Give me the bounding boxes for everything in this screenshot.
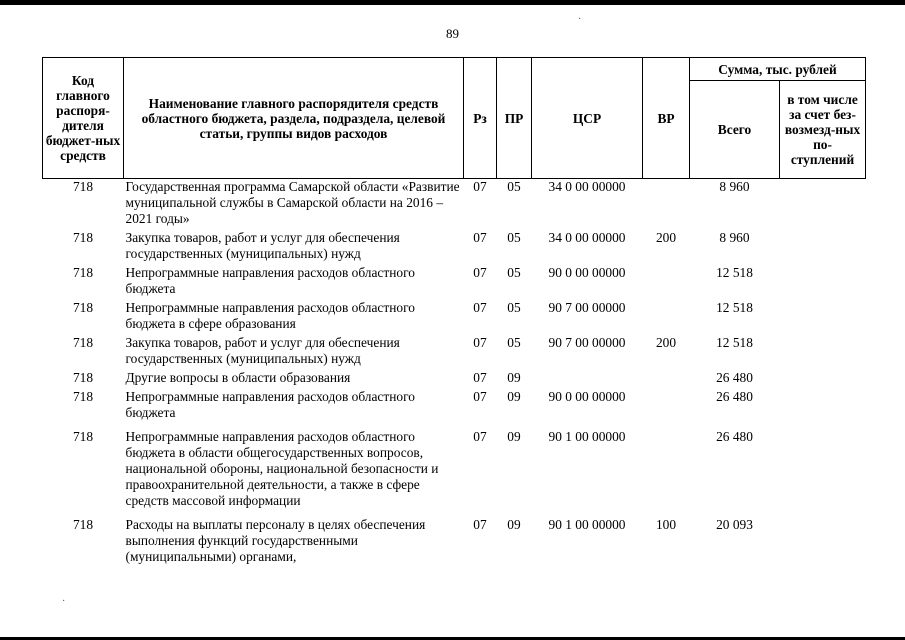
cell-vr <box>643 429 690 517</box>
header-vr: ВР <box>643 58 690 179</box>
cell-rz: 07 <box>473 300 487 315</box>
cell-incl <box>780 370 866 389</box>
header-total: Всего <box>690 81 780 179</box>
cell-rz: 07 <box>473 517 487 532</box>
cell-code: 718 <box>72 370 94 385</box>
cell-csr <box>532 370 643 389</box>
cell-pr: 09 <box>507 370 521 385</box>
cell-total: 12 518 <box>716 265 753 280</box>
cell-incl <box>780 265 866 300</box>
cell-name: Расходы на выплаты персоналу в целях обеспечения выполнения функций государственными (муниципальными) органами, <box>125 517 426 564</box>
cell-csr: 90 1 00 00000 <box>548 517 626 532</box>
cell-name: Непрограммные направления расходов областного бюджета <box>125 265 415 296</box>
cell-code: 718 <box>72 300 94 315</box>
cell-total: 26 480 <box>716 370 753 385</box>
cell-vr <box>643 389 690 429</box>
cell-code: 718 <box>72 230 94 245</box>
cell-csr: 90 7 00 00000 <box>548 335 626 350</box>
cell-incl <box>780 179 866 231</box>
cell-name: Другие вопросы в области образования <box>125 370 351 385</box>
header-csr: ЦСР <box>532 58 643 179</box>
table-row <box>43 265 866 300</box>
cell-vr <box>643 300 690 335</box>
cell-pr: 09 <box>507 429 521 444</box>
cell-total: 8 960 <box>719 230 750 245</box>
table-row <box>43 370 866 389</box>
cell-pr: 09 <box>507 517 521 532</box>
budget-table <box>42 57 866 568</box>
budget-table-wrapper <box>42 57 866 568</box>
cell-incl <box>780 389 866 429</box>
cell-csr: 34 0 00 00000 <box>548 230 626 245</box>
header-sum: Сумма, тыс. рублей <box>690 58 866 81</box>
cell-rz: 07 <box>473 389 487 404</box>
table-row <box>43 429 866 517</box>
header-name: Наименование главного распорядителя средств областного бюджета, раздела, подраздела, целевой статьи, группы видов расходов <box>124 58 464 179</box>
cell-code: 718 <box>72 265 94 280</box>
cell-code: 718 <box>72 335 94 350</box>
header-code: Код главного распоря-дителя бюджет-ных средств <box>43 58 124 179</box>
cell-code: 718 <box>72 429 94 444</box>
cell-rz: 07 <box>473 265 487 280</box>
cell-name: Закупка товаров, работ и услуг для обеспечения государственных (муниципальных) нужд <box>125 335 400 366</box>
table-row <box>43 230 866 265</box>
cell-vr <box>643 265 690 300</box>
cell-code: 718 <box>72 179 94 194</box>
cell-name: Государственная программа Самарской области «Развитие муниципальной службы в Самарской области на 2016 – 2021 годы» <box>125 179 460 226</box>
cell-total: 12 518 <box>716 335 753 350</box>
cell-csr: 90 0 00 00000 <box>548 389 626 404</box>
table-row <box>43 179 866 231</box>
cell-incl <box>780 335 866 370</box>
cell-incl <box>780 517 866 568</box>
header-pr: ПР <box>497 58 532 179</box>
cell-pr: 05 <box>507 230 521 245</box>
cell-csr: 90 7 00 00000 <box>548 300 626 315</box>
cell-rz: 07 <box>473 370 487 385</box>
cell-rz: 07 <box>473 335 487 350</box>
cell-rz: 07 <box>473 429 487 444</box>
cell-vr: 200 <box>655 230 677 245</box>
cell-total: 8 960 <box>719 179 750 194</box>
page-number: 89 <box>446 26 459 41</box>
cell-csr: 90 0 00 00000 <box>548 265 626 280</box>
cell-rz: 07 <box>473 230 487 245</box>
cell-pr: 09 <box>507 389 521 404</box>
table-row <box>43 300 866 335</box>
cell-rz: 07 <box>473 179 487 194</box>
cell-pr: 05 <box>507 179 521 194</box>
cell-incl <box>780 230 866 265</box>
cell-vr <box>643 179 690 231</box>
cell-pr: 05 <box>507 335 521 350</box>
cell-csr: 90 1 00 00000 <box>548 429 626 444</box>
cell-csr: 34 0 00 00000 <box>548 179 626 194</box>
cell-total: 12 518 <box>716 300 753 315</box>
cell-vr: 200 <box>655 335 677 350</box>
header-rz: Рз <box>464 58 497 179</box>
scan-speck: · <box>578 14 582 25</box>
cell-name: Непрограммные направления расходов областного бюджета в сфере образования <box>125 300 415 331</box>
cell-name: Непрограммные направления расходов областного бюджета в области общегосударственных вопросов, национальной обороны, национальной безопасности и правоохранительной деятельности, а также в сфере средств массовой информации <box>125 429 439 508</box>
scan-speck: · <box>62 596 66 607</box>
cell-total: 26 480 <box>716 389 753 404</box>
top-scan-border <box>0 0 905 5</box>
cell-vr: 100 <box>655 517 677 532</box>
cell-code: 718 <box>72 517 94 532</box>
cell-name: Непрограммные направления расходов областного бюджета <box>125 389 415 420</box>
header-incl: в том числе за счет без-возмезд-ных по-ступлений <box>780 81 866 179</box>
cell-name: Закупка товаров, работ и услуг для обеспечения государственных (муниципальных) нужд <box>125 230 400 261</box>
cell-incl <box>780 429 866 517</box>
cell-pr: 05 <box>507 265 521 280</box>
table-row <box>43 389 866 429</box>
cell-vr <box>643 370 690 389</box>
cell-pr: 05 <box>507 300 521 315</box>
table-row <box>43 335 866 370</box>
cell-total: 26 480 <box>716 429 753 444</box>
cell-total: 20 093 <box>716 517 753 532</box>
cell-incl <box>780 300 866 335</box>
table-row <box>43 517 866 568</box>
cell-code: 718 <box>72 389 94 404</box>
